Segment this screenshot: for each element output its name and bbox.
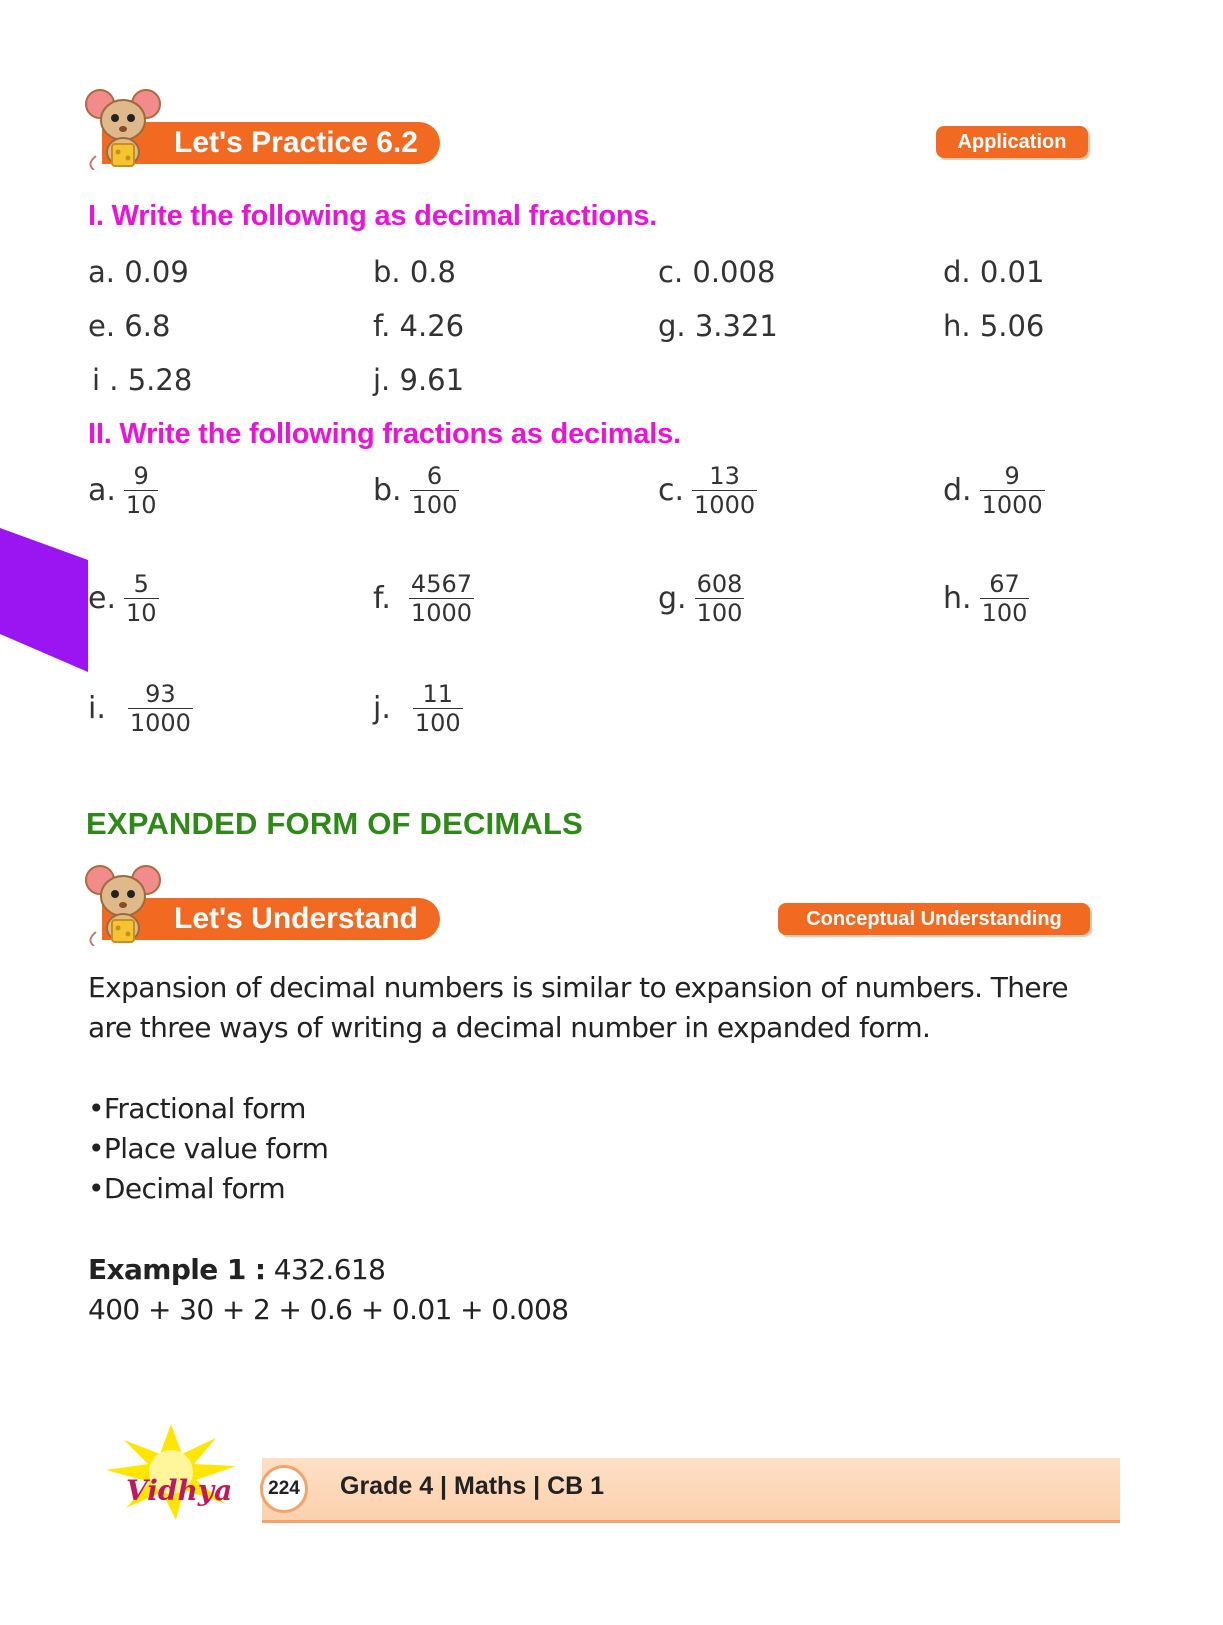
side-tab-decoration <box>0 528 88 672</box>
fraction <box>695 570 745 627</box>
numerator: 4567 <box>410 570 472 598</box>
understand-title: Let's Understand <box>174 902 418 935</box>
fraction <box>128 680 193 737</box>
fraction-letter: a. <box>88 473 116 508</box>
expanded-form-heading: EXPANDED FORM OF DECIMALS <box>86 806 583 841</box>
fraction-item-c <box>658 462 757 519</box>
answer-e: e. 6.8 <box>88 309 171 343</box>
application-tag-label: Application <box>957 130 1067 153</box>
answer-a: a. 0.09 <box>88 255 189 289</box>
fraction-letter: f. <box>373 581 391 616</box>
numerator: 9 <box>1004 462 1020 490</box>
denominator: 100 <box>414 709 461 737</box>
fraction-letter: b. <box>373 473 402 508</box>
fraction-letter: h. <box>943 581 972 616</box>
fraction <box>980 462 1045 519</box>
fraction-item-e <box>88 570 159 627</box>
fraction-letter: e. <box>88 581 116 616</box>
fraction-item-h <box>943 570 1029 627</box>
mouse-mascot-icon <box>84 862 164 946</box>
application-tag <box>936 126 1088 158</box>
answer-g: g. 3.321 <box>658 309 778 343</box>
vidhya-logo <box>86 1424 256 1520</box>
denominator: 100 <box>981 599 1028 627</box>
denominator: 1000 <box>981 491 1043 519</box>
answer-j: j. 9.61 <box>373 363 465 397</box>
fraction <box>409 570 474 627</box>
fraction-item-a <box>88 462 158 519</box>
fraction-item-g <box>658 570 744 627</box>
example-label: Example 1 : <box>88 1253 266 1286</box>
bullet-decimal-form: •Decimal form <box>88 1172 286 1205</box>
example-line <box>88 1253 385 1286</box>
section2-heading: II. Write the following fractions as decimals. <box>88 418 681 450</box>
denominator: 10 <box>125 491 157 519</box>
page-number: 224 <box>260 1465 308 1513</box>
numerator: 6 <box>426 462 443 490</box>
fraction-letter: c. <box>658 473 685 508</box>
answer-c: c. 0.008 <box>658 255 776 289</box>
fraction-item-j <box>373 680 463 737</box>
fraction <box>124 570 159 627</box>
numerator: 5 <box>133 570 149 598</box>
fraction <box>413 680 463 737</box>
fraction-item-b <box>373 462 459 519</box>
numerator: 9 <box>133 462 149 490</box>
answer-i: i . 5.28 <box>92 363 193 397</box>
fraction-letter: j. <box>373 691 391 726</box>
example-expansion: 400 + 30 + 2 + 0.6 + 0.01 + 0.008 <box>88 1293 569 1326</box>
denominator: 1000 <box>129 709 191 737</box>
example-value: 432.618 <box>265 1253 386 1286</box>
fraction <box>980 570 1030 627</box>
numerator: 67 <box>989 570 1020 598</box>
denominator: 10 <box>126 599 157 627</box>
denominator: 100 <box>411 491 458 519</box>
fraction-item-i <box>88 680 193 737</box>
denominator: 1000 <box>410 599 472 627</box>
answer-h: h. 5.06 <box>943 309 1045 343</box>
denominator: 1000 <box>694 491 756 519</box>
mouse-mascot-icon <box>84 86 164 170</box>
section1-heading: I. Write the following as decimal fractions. <box>88 200 658 232</box>
numerator: 13 <box>709 462 740 490</box>
numerator: 608 <box>696 570 743 598</box>
answer-b: b. 0.8 <box>373 255 456 289</box>
fraction-item-f <box>373 570 474 627</box>
answer-f: f. 4.26 <box>373 309 465 343</box>
fraction <box>410 462 460 519</box>
denominator: 100 <box>696 599 743 627</box>
bullet-fractional-form: •Fractional form <box>88 1092 306 1125</box>
conceptual-understanding-tag <box>778 903 1090 935</box>
numerator: 11 <box>422 680 454 708</box>
fraction <box>692 462 757 519</box>
svg-text:Vidhya: Vidhya <box>126 1474 233 1507</box>
answer-d: d. 0.01 <box>943 255 1045 289</box>
practice-title: Let's Practice 6.2 <box>174 126 418 159</box>
conceptual-tag-label: Conceptual Understanding <box>806 907 1062 930</box>
footer-grade-subject: Grade 4 | Maths | CB 1 <box>340 1472 605 1500</box>
fraction-item-d <box>943 462 1045 519</box>
intro-paragraph-line1: Expansion of decimal numbers is similar to expansion of numbers. There <box>88 971 1068 1004</box>
fraction-letter: i. <box>88 691 106 726</box>
numerator: 93 <box>145 680 176 708</box>
fraction-letter: d. <box>943 473 972 508</box>
bullet-place-value-form: •Place value form <box>88 1132 329 1165</box>
intro-paragraph-line2: are three ways of writing a decimal number in expanded form. <box>88 1011 931 1044</box>
fraction-letter: g. <box>658 581 687 616</box>
fraction <box>124 462 159 519</box>
